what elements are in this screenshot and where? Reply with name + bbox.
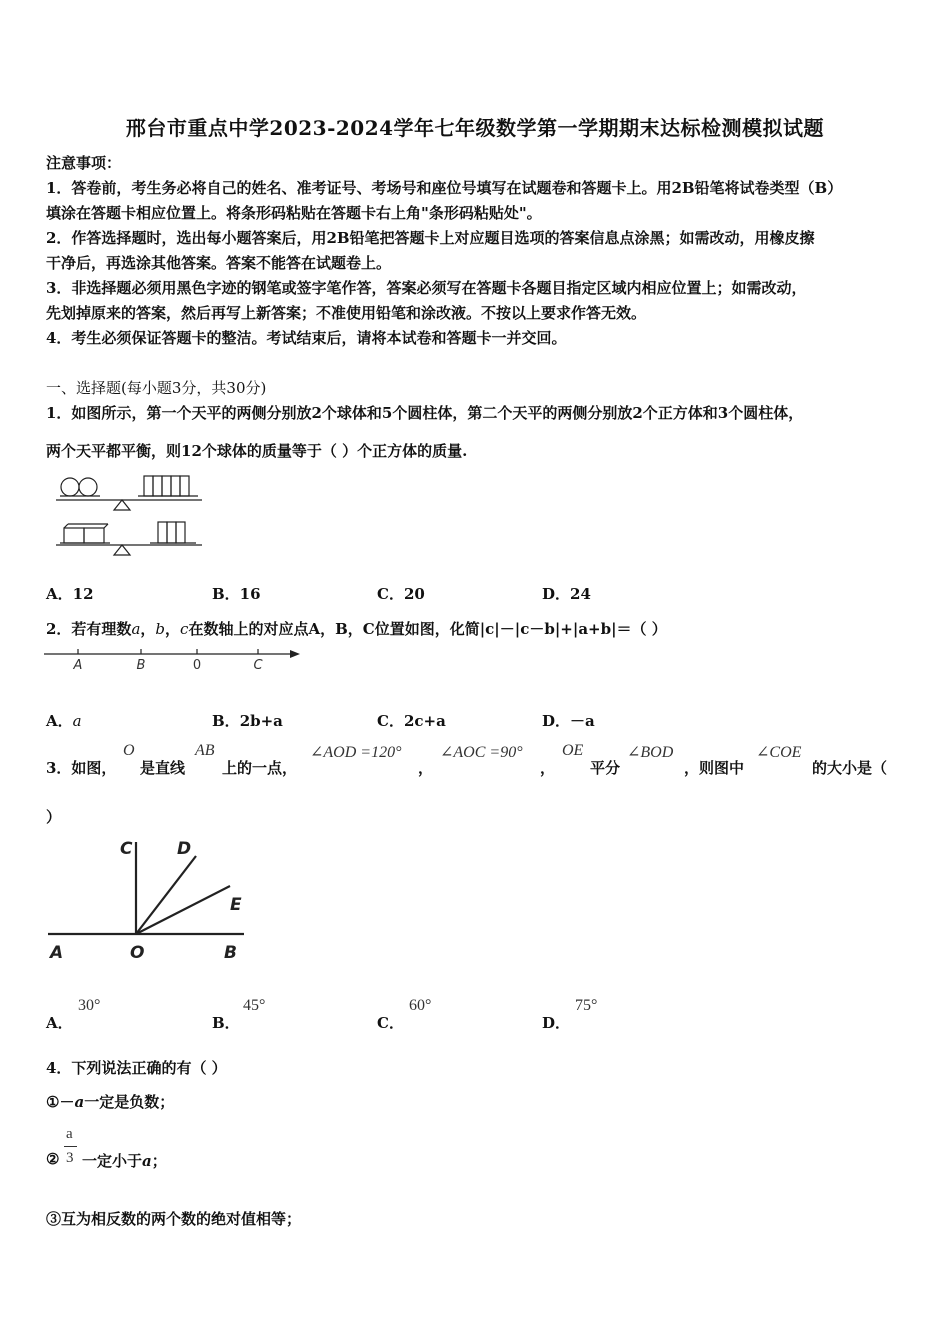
fig-label-o: O <box>130 943 145 963</box>
q4-stem: 4．下列说法正确的有（ ） <box>46 1059 227 1077</box>
q4-frac-numerator: a <box>66 1126 73 1142</box>
q2-option-d-value: －a <box>570 712 595 730</box>
q2-stem-rest: 在数轴上的对应点A，B，C位置如图，化简|c|－|c－b|+|a+b|＝（ ） <box>188 620 667 638</box>
q3-line-ab: AB <box>195 742 215 759</box>
notice-line-3: 2．作答选择题时，选出每小题答案后，用2B铅笔把答题卡上对应题目选项的答案信息点涂黑；如需改动，用橡皮擦 <box>46 229 815 247</box>
q1-option-a[interactable]: A．12 <box>46 585 94 603</box>
q4-statement-3: ③互为相反数的两个数的绝对值相等； <box>46 1210 302 1228</box>
balance-1 <box>56 476 202 510</box>
q2-option-d[interactable] <box>542 710 595 731</box>
q3-angle-bod: ∠BOD <box>627 744 674 761</box>
q2-option-c-value: 2c+a <box>403 712 446 730</box>
q2-var-b: b <box>155 620 166 638</box>
axis-label-0: 0 <box>192 658 202 673</box>
q4-s1-rest: 一定是负数； <box>84 1093 175 1111</box>
q4-s2-text: 一定小于 <box>82 1152 143 1170</box>
q2-option-c-letter: C． <box>377 712 404 730</box>
q3-text-4: ，则图中 <box>684 759 745 777</box>
q1-line-2: 两个天平都平衡，则12个球体的质量等于（ ）个正方体的质量. <box>46 442 468 460</box>
q3-comma-1: ， <box>418 759 434 777</box>
fig-label-a: A <box>50 943 64 963</box>
axis-label-c: C <box>253 658 263 673</box>
fig-label-b: B <box>224 943 237 963</box>
q3-option-d-value: 75° <box>575 997 598 1014</box>
number-line <box>42 644 304 676</box>
notice-line-6: 先划掉原来的答案，然后再写上新答案；不准使用铅笔和涂改液。不按以上要求作答无效。 <box>46 304 647 322</box>
q2-option-b[interactable] <box>212 710 283 731</box>
q2-option-b-letter: B． <box>212 712 240 730</box>
q3-option-b-letter[interactable]: B． <box>212 1014 240 1032</box>
axis-label-a: A <box>73 658 83 673</box>
q4-frac-denominator: 3 <box>66 1150 74 1166</box>
q3-text-2: 上的一点， <box>222 759 298 777</box>
q2-option-a[interactable] <box>46 710 82 731</box>
q3-option-c-value: 60° <box>409 997 432 1014</box>
q2-var-a: a <box>131 620 141 638</box>
fig-label-e: E <box>230 895 242 915</box>
q3-option-a-value: 30° <box>78 997 101 1014</box>
q2-option-d-letter: D． <box>542 712 571 730</box>
q1-line-1: 1．如图所示，第一个天平的两侧分别放2个球体和5个圆柱体，第二个天平的两侧分别放2个正方体和3个圆柱体， <box>46 404 804 422</box>
q1-option-d[interactable]: D．24 <box>542 585 591 603</box>
notice-line-2: 填涂在答题卡相应位置上。将条形码粘贴在答题卡右上角"条形码粘贴处"。 <box>46 204 542 222</box>
q1-option-c[interactable]: C．20 <box>377 585 425 603</box>
balance-figure <box>52 470 212 560</box>
q3-num: 3．如图， <box>46 759 117 777</box>
q3-angle-coe: ∠COE <box>756 744 802 761</box>
q4-statement-2 <box>82 1150 167 1171</box>
q4-frac-bar <box>64 1146 77 1147</box>
q3-ray-oe: OE <box>562 742 584 759</box>
q3-option-d-letter[interactable]: D． <box>542 1014 571 1032</box>
notice-line-1: 1．答卷前，考生务必将自己的姓名、准考证号、考场号和座位号填写在试题卷和答题卡上。用2B铅笔将试卷类型（B） <box>46 179 843 197</box>
notice-line-7: 4．考生必须保证答题卡的整洁。考试结束后，请将本试卷和答题卡一并交回。 <box>46 329 567 347</box>
section-heading: 一、选择题(每小题3分，共30分) <box>46 379 267 397</box>
q3-text-3: 平分 <box>590 759 621 777</box>
q3-option-c-letter[interactable]: C． <box>377 1014 404 1032</box>
q3-angle-aod: ∠AOD =120° <box>310 744 402 761</box>
q3-close-paren: ） <box>46 808 62 826</box>
q4-statement-1 <box>46 1091 174 1112</box>
notice-line-5: 3．非选择题必须用黑色字迹的钢笔或签字笔作答，答案必须写在答题卡各题目指定区域内相应位置上；如需改动， <box>46 279 807 297</box>
q4-s1-var: a <box>74 1093 85 1111</box>
fig-label-c: C <box>120 839 133 859</box>
q1-option-b[interactable]: B．16 <box>212 585 261 603</box>
q3-text-1: 是直线 <box>140 759 186 777</box>
q4-s2-prefix: ② <box>46 1150 60 1168</box>
q3-point-o: O <box>123 742 135 759</box>
q2-stem <box>46 618 667 639</box>
q2-option-a-value: a <box>72 712 82 730</box>
q2-prefix: 2．若有理数 <box>46 620 132 638</box>
page-title: 邢台市重点中学2023-2024学年七年级数学第一学期期末达标检测模拟试题 <box>125 116 825 140</box>
balance-2 <box>56 522 202 555</box>
q3-option-a-letter[interactable]: A． <box>46 1014 73 1032</box>
q2-option-a-letter: A． <box>46 712 73 730</box>
q4-s2-end: ； <box>151 1152 167 1170</box>
fig-label-d: D <box>177 839 192 859</box>
angle-figure <box>44 834 250 968</box>
q4-s2-var: a <box>142 1152 152 1170</box>
notice-line-4: 干净后，再选涂其他答案。答案不能答在试题卷上。 <box>46 254 392 272</box>
q2-option-b-value: 2b+a <box>239 712 283 730</box>
q2-var-c: c <box>180 620 189 638</box>
q3-angle-aoc: ∠AOC =90° <box>440 744 523 761</box>
q3-option-b-value: 45° <box>243 997 266 1014</box>
q3-comma-2: ， <box>540 759 556 777</box>
axis-label-b: B <box>136 658 146 673</box>
q4-s1-prefix: ①－ <box>46 1093 75 1111</box>
notice-heading: 注意事项： <box>46 154 122 172</box>
q3-text-5: 的大小是（ <box>812 759 888 777</box>
q2-sep-2: ， <box>165 620 181 638</box>
q2-sep-1: ， <box>140 620 156 638</box>
q2-option-c[interactable] <box>377 710 446 731</box>
